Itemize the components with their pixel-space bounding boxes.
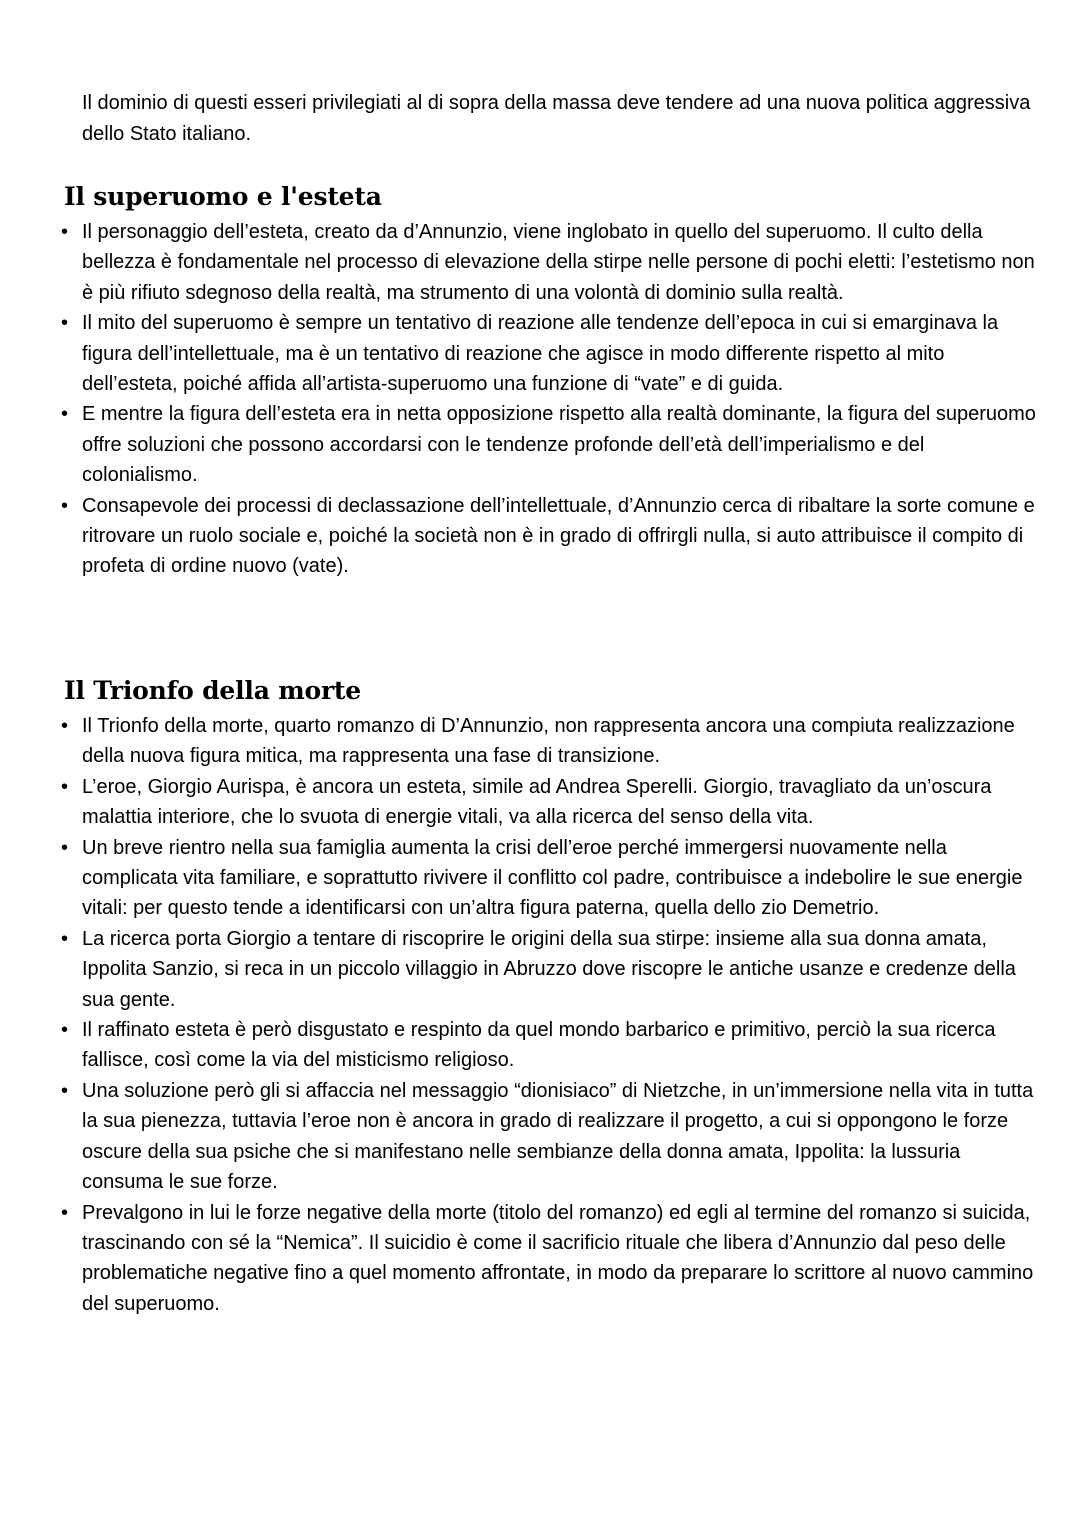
list-item-text: E mentre la figura dell’esteta era in netta opposizione rispetto alla realtà dominante, la figura del superuomo offre soluzioni che possono accordarsi con le tendenze profonde dell’età dell’imperialismo e del colonialismo. xyxy=(82,403,1036,487)
bullet-icon: • xyxy=(61,1019,69,1042)
section-heading-superuomo-esteta: Il superuomo e l'esteta xyxy=(64,182,382,211)
list-item xyxy=(0,1076,1040,1198)
bullet-icon: • xyxy=(61,312,69,335)
list-item xyxy=(0,924,1040,1015)
list-item-text: La ricerca porta Giorgio a tentare di riscoprire le origini della sua stirpe: insieme alla sua donna amata, Ippolita Sanzio, si reca in un piccolo villaggio in Abruzzo dove riscopre le antiche usanze e credenze della sua gente. xyxy=(82,927,1016,1011)
list-item xyxy=(0,399,1040,490)
list-item-text: Prevalgono in lui le forze negative della morte (titolo del romanzo) ed egli al termine del romanzo si suicida, trascinando con sé la “Nemica”. Il suicidio è come il sacrificio rituale che libera d’Annunzio dal peso delle problematiche negative fino a quel momento affrontate, in modo da preparare lo scrittore al nuovo cammino del superuomo. xyxy=(82,1201,1034,1315)
list-item-text: Consapevole dei processi di declassazione dell’intellettuale, d’Annunzio cerca di ribaltare la sorte comune e ritrovare un ruolo sociale e, poiché la società non è in grado di offrirgli nulla, si auto attribuisce il compito di profeta di ordine nuovo (vate). xyxy=(82,494,1035,578)
list-item-text: Il personaggio dell’esteta, creato da d’Annunzio, viene inglobato in quello del superuomo. Il culto della bellezza è fondamentale nel processo di elevazione della stirpe nelle persone di pochi eletti: l’estetismo non è più rifiuto sdegnoso della realtà, ma strumento di una volontà di dominio sulla realtà. xyxy=(82,221,1035,304)
bullet-icon: • xyxy=(61,927,69,950)
list-item xyxy=(0,308,1040,399)
bullet-icon: • xyxy=(61,1079,69,1102)
list-item xyxy=(0,491,1040,582)
list-item-text: Una soluzione però gli si affaccia nel messaggio “dionisiaco” di Nietzche, in un’immersione nella vita in tutta la sua pienezza, tuttavia l’eroe non è ancora in grado di realizzare il progetto, a cui si oppongono le forze oscure della sua psiche che si manifestano nelle sembianze della donna amata, Ippolita: la lussuria consuma le sue forze. xyxy=(82,1079,1034,1194)
bullet-icon: • xyxy=(61,494,69,517)
list-item-text: Un breve rientro nella sua famiglia aumenta la crisi dell’eroe perché immergersi nuovamente nella complicata vita familiare, e soprattutto rivivere il conflitto col padre, contribuisce a indebolire le sue energie vitali: per questo tende a identificarsi con un’altra figura paterna, quella dello zio Demetrio. xyxy=(82,836,1023,920)
list-item-text: Il mito del superuomo è sempre un tentativo di reazione alle tendenze dell’epoca in cui si emarginava la figura dell’intellettuale, ma è un tentativo di reazione che agisce in modo differente rispetto al mito dell’esteta, poiché affida all’artista-superuomo una funzione di “vate” e di guida. xyxy=(82,312,999,396)
bullet-list-trionfo-morte xyxy=(0,711,1040,1319)
list-item xyxy=(0,833,1040,924)
bullet-icon: • xyxy=(61,715,69,737)
list-item xyxy=(0,217,1040,308)
list-item-text: L’eroe, Giorgio Aurispa, è ancora un esteta, simile ad Andrea Sperelli. Giorgio, travagliato da un’oscura malattia interiore, che lo svuota di energie vitali, va alla ricerca del senso della vita. xyxy=(82,775,992,829)
bullet-icon: • xyxy=(61,836,69,859)
list-item xyxy=(0,1198,1040,1320)
list-item-text: Il Trionfo della morte, quarto romanzo di D’Annunzio, non rappresenta ancora una compiuta realizzazione della nuova figura mitica, ma rappresenta una fase di transizione. xyxy=(82,715,1015,768)
list-item xyxy=(0,1015,1040,1076)
list-item-text: Il raffinato esteta è però disgustato e respinto da quel mondo barbarico e primitivo, perciò la sua ricerca fallisce, così come la via del misticismo religioso. xyxy=(82,1019,996,1072)
bullet-icon: • xyxy=(61,775,69,798)
bullet-icon: • xyxy=(61,403,69,426)
list-item xyxy=(0,711,1040,772)
bullet-icon: • xyxy=(61,221,69,243)
bullet-list-superuomo-esteta xyxy=(0,217,1040,582)
intro-paragraph: Il dominio di questi esseri privilegiati al di sopra della massa deve tendere ad una nuova politica aggressiva dello Stato italiano. xyxy=(82,92,1031,145)
list-item xyxy=(0,772,1040,833)
bullet-icon: • xyxy=(61,1201,69,1224)
section-heading-trionfo-morte: Il Trionfo della morte xyxy=(64,676,361,705)
